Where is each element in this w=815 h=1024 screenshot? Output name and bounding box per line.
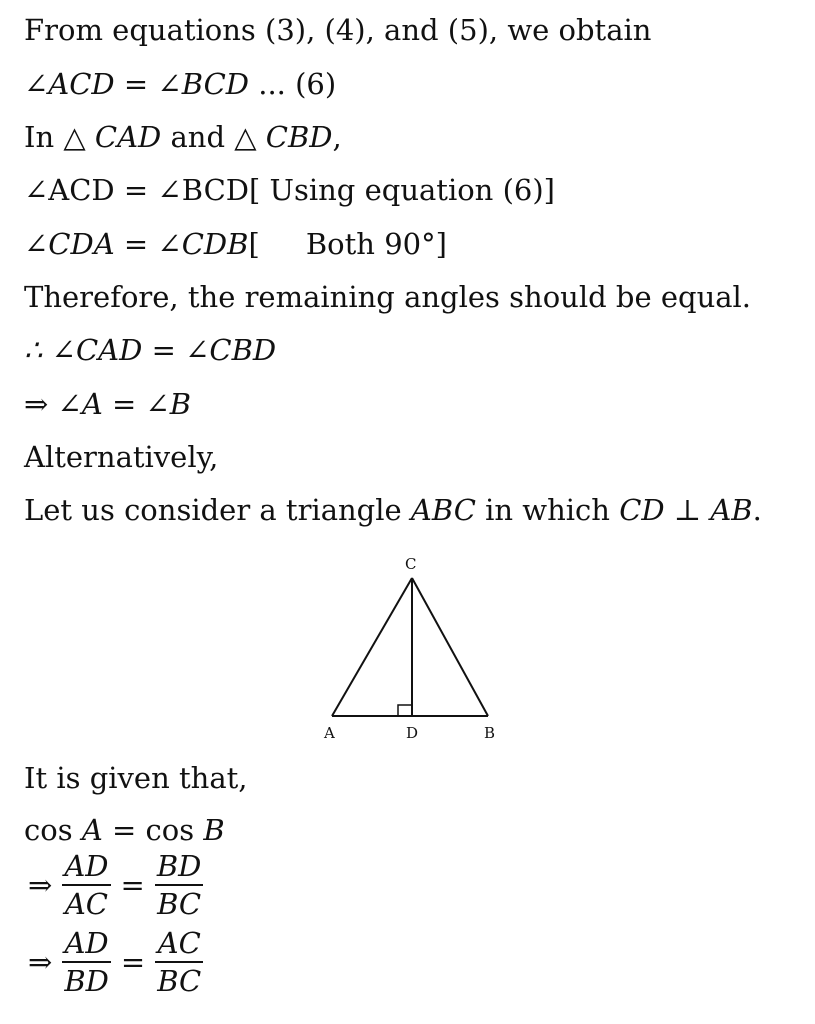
text-line-1: From equations (3), (4), and (5), we obtain	[24, 13, 652, 47]
cos-equation	[24, 812, 225, 848]
right-angle-marker	[398, 705, 412, 716]
text-line-given: It is given that,	[24, 761, 248, 795]
triangles-line-mid: and	[161, 120, 235, 154]
triangles-line-pre: In	[24, 120, 64, 154]
angle-cda-cdb-reason: [ Both 90°]	[248, 227, 447, 261]
consider-post: .	[752, 493, 762, 527]
fraction-ad-bd	[62, 928, 111, 996]
angle-cda-cdb-math: ∠CDA = ∠CDB	[24, 227, 249, 261]
cos-pre: cos	[24, 813, 82, 847]
implies-arrow: ⇒	[28, 868, 53, 902]
denominator: BC	[157, 964, 202, 998]
perpendicular-relation: CD ⊥ AB	[619, 493, 753, 527]
fraction-ad-ac	[62, 851, 110, 919]
fraction-ac-bc	[155, 928, 203, 996]
equals-sign: =	[120, 868, 145, 902]
equation-6-math: ∠ACD = ∠BCD	[24, 67, 250, 101]
fraction-bar	[155, 884, 204, 886]
cos-b-var: B	[203, 813, 225, 847]
label-d: D	[406, 724, 419, 742]
triangle-cad: △ CAD	[63, 120, 162, 154]
consider-pre: Let us consider a triangle	[24, 493, 411, 527]
side-ac	[332, 578, 412, 716]
equals-sign: =	[120, 945, 146, 979]
implies-arrow: ⇒	[28, 945, 53, 979]
cos-mid: = cos	[102, 813, 204, 847]
numerator: AD	[64, 849, 109, 883]
fraction-bar	[62, 961, 111, 963]
fraction-bd-bc	[155, 851, 204, 919]
denominator: AC	[64, 887, 108, 921]
numerator: BD	[156, 849, 202, 883]
numerator: AD	[64, 926, 109, 960]
label-b: B	[484, 724, 496, 742]
triangles-line	[24, 119, 342, 155]
implies-angle-line: ⇒ ∠A = ∠B	[24, 387, 192, 421]
equation-6-label: ... (6)	[249, 67, 337, 101]
triangle-cbd: △ CBD	[234, 120, 333, 154]
consider-triangle-line	[24, 492, 762, 528]
numerator: AC	[157, 926, 201, 960]
consider-mid: in which	[475, 493, 620, 527]
fraction-equation-1	[24, 845, 209, 925]
fraction-equation-2	[24, 922, 209, 1002]
angle-cda-cdb-line	[24, 226, 447, 262]
text-line-alternatively: Alternatively,	[24, 440, 219, 474]
triangle-abc: ABC	[410, 493, 476, 527]
label-c: C	[405, 555, 417, 573]
denominator: BD	[64, 964, 109, 998]
angle-acd-bcd-line: ∠ACD = ∠BCD[ Using equation (6)]	[24, 173, 555, 207]
fraction-bar	[155, 961, 203, 963]
triangle-figure	[318, 548, 503, 748]
therefore-line: ∴ ∠CAD = ∠CBD	[24, 333, 277, 367]
equation-6	[24, 66, 336, 102]
text-line-remaining-angles: Therefore, the remaining angles should be equal.	[24, 280, 752, 314]
cos-a-var: A	[81, 813, 103, 847]
fraction-bar	[62, 884, 110, 886]
label-a: A	[324, 724, 335, 742]
denominator: BC	[157, 887, 202, 921]
triangles-line-post: ,	[332, 120, 342, 154]
side-bc	[412, 578, 488, 716]
